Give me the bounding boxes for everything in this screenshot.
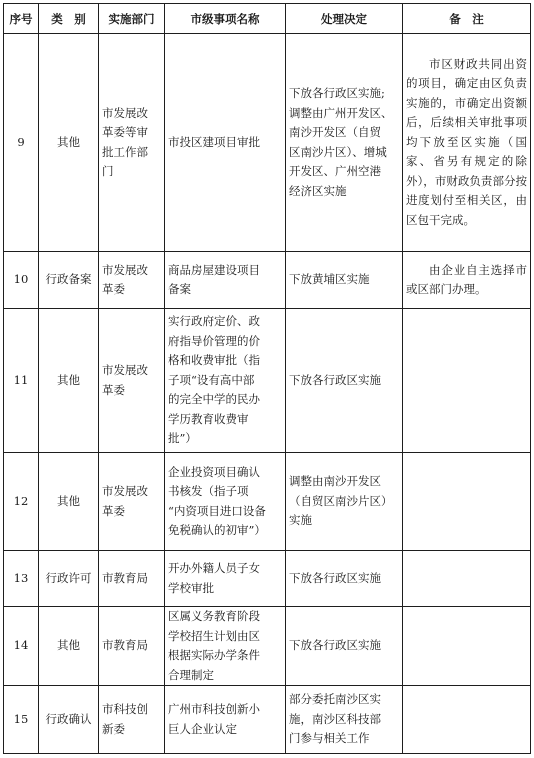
row-department xyxy=(99,34,165,252)
row-decision xyxy=(286,34,403,252)
row-remarks xyxy=(403,551,531,607)
row-category: 行政备案 xyxy=(39,252,99,309)
row-department xyxy=(99,309,165,453)
row-category: 其他 xyxy=(39,453,99,551)
row-department xyxy=(99,686,165,754)
row-decision-text: 下放各行政区实施 xyxy=(289,372,381,387)
row-item-text: 商品房屋建设项目 备案 xyxy=(168,262,260,296)
row-index: 13 xyxy=(4,551,39,607)
row-decision xyxy=(286,252,403,309)
row-item-text: 区属义务教育阶段 学校招生计划由区 根据实际办学条件 合理制定 xyxy=(168,609,260,682)
row-decision-text: 部分委托南沙区实 施，南沙区科技部 门参与相关工作 xyxy=(289,692,381,746)
row-remarks xyxy=(403,34,531,252)
row-index: 14 xyxy=(4,607,39,686)
row-decision-text: 下放黄埔区实施 xyxy=(289,272,370,287)
row-item xyxy=(165,453,286,551)
row-department-text: 市发展改 革委等审 批工作部 门 xyxy=(102,105,148,178)
row-index: 12 xyxy=(4,453,39,551)
header-decision: 处理决定 xyxy=(286,4,403,34)
row-decision xyxy=(286,686,403,754)
row-remarks xyxy=(403,252,531,309)
row-department-text: 市发展改 革委 xyxy=(102,484,148,518)
table-row xyxy=(4,686,531,754)
row-index: 15 xyxy=(4,686,39,754)
header-department: 实施部门 xyxy=(99,4,165,34)
table-row xyxy=(4,453,531,551)
row-decision xyxy=(286,453,403,551)
row-category: 行政确认 xyxy=(39,686,99,754)
row-decision xyxy=(286,309,403,453)
matters-table xyxy=(3,3,531,754)
row-department-text: 市教育局 xyxy=(102,638,148,653)
row-category: 行政许可 xyxy=(39,551,99,607)
header-item: 市级事项名称 xyxy=(165,4,286,34)
row-remarks xyxy=(403,453,531,551)
row-item xyxy=(165,551,286,607)
row-department-text: 市科技创 新委 xyxy=(102,702,148,736)
table-row xyxy=(4,607,531,686)
row-item xyxy=(165,607,286,686)
row-department-text: 市教育局 xyxy=(102,570,148,585)
row-item-text: 市投区建项目审批 xyxy=(168,134,260,149)
row-index: 10 xyxy=(4,252,39,309)
row-department xyxy=(99,551,165,607)
row-item-text: 开办外籍人员子女 学校审批 xyxy=(168,561,260,595)
row-remarks-text: 由企业自主选择市或区部门办理。 xyxy=(406,262,527,296)
row-item-text: 企业投资项目确认 书核发（指子项 “内资项目进口设备 免税确认的初审”） xyxy=(168,464,266,537)
row-decision xyxy=(286,551,403,607)
row-department xyxy=(99,453,165,551)
header-category: 类 别 xyxy=(39,4,99,34)
row-remarks xyxy=(403,607,531,686)
row-item xyxy=(165,309,286,453)
row-department-text: 市发展改 革委 xyxy=(102,262,148,296)
table-row xyxy=(4,252,531,309)
row-remarks xyxy=(403,686,531,754)
row-department-text: 市发展改 革委 xyxy=(102,363,148,397)
row-index: 11 xyxy=(4,309,39,453)
row-item-text: 广州市科技创新小 巨人企业认定 xyxy=(168,702,260,736)
row-item xyxy=(165,34,286,252)
header-index: 序号 xyxy=(4,4,39,34)
row-category: 其他 xyxy=(39,309,99,453)
row-item-text: 实行政府定价、政 府指导价管理的价 格和收费审批（指 子项“设有高中部 的完全中学的民办 学历教育收费审 批”） xyxy=(168,314,260,446)
row-department xyxy=(99,607,165,686)
row-category: 其他 xyxy=(39,34,99,252)
table-row xyxy=(4,551,531,607)
table-row xyxy=(4,309,531,453)
header-row xyxy=(4,4,531,34)
row-decision-text: 调整由南沙开发区 （自贸区南沙片区） 实施 xyxy=(289,474,393,528)
row-decision-text: 下放各行政区实施 xyxy=(289,570,381,585)
row-remarks-text: 市区财政共同出资的项目，确定由区负责实施的，市确定出资额后，后续相关审批事项均下放至区实施（国家、省另有规定的除外），市财政负责部分按进度划付至相关区，由区包干完成。 xyxy=(406,56,527,227)
row-decision xyxy=(286,607,403,686)
header-remarks: 备 注 xyxy=(403,4,531,34)
row-index: 9 xyxy=(4,34,39,252)
row-item xyxy=(165,686,286,754)
row-item xyxy=(165,252,286,309)
table-row xyxy=(4,34,531,252)
row-decision-text: 下放各行政区实施 xyxy=(289,638,381,653)
row-category: 其他 xyxy=(39,607,99,686)
row-department xyxy=(99,252,165,309)
row-remarks xyxy=(403,309,531,453)
row-decision-text: 下放各行政区实施; 调整由广州开发区、 南沙开发区（自贸 区南沙片区）、增城 开发区、广州空港 经济区实施 xyxy=(289,86,393,198)
